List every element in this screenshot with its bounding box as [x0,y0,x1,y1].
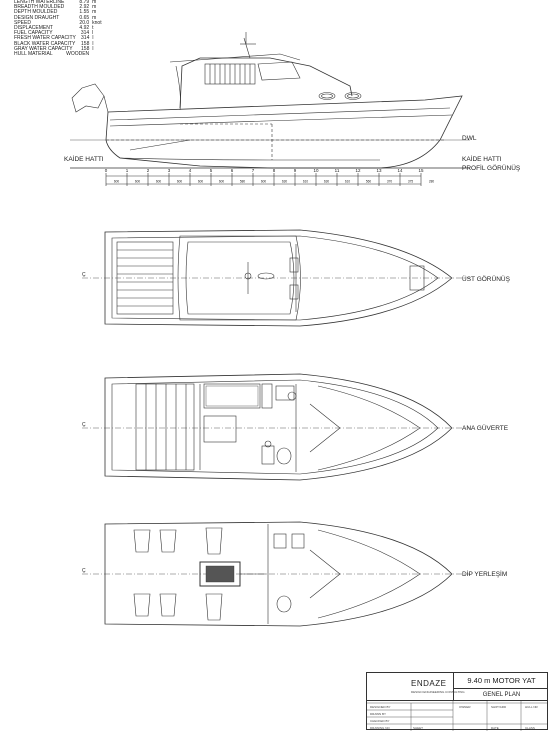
spec-unit: l [92,35,94,42]
spec-label: GRAY WATER CAPACITY [14,45,73,52]
spec-value: 158 [81,45,90,52]
checked-by-field: CHECKED BY [370,719,390,723]
title-block [366,672,548,730]
frame-spacing-label: 370 [386,179,393,184]
frame-number: 4 [188,168,192,173]
frame-number: 1 [125,168,129,173]
spec-label: BREADTH MOULDED [14,4,65,11]
spec-unit: m [92,9,97,16]
spec-value: WOODEN [66,51,90,58]
frame-spacing-label: 600 [134,179,141,184]
frame-number: 15 [418,168,424,173]
frame-number: 0 [104,168,108,173]
frame-spacing-label: 560 [365,179,372,184]
frame-spacing-label: 630 [323,179,330,184]
frame-number: 7 [251,168,255,173]
frame-number: 11 [334,168,340,173]
spec-value: 1.55 [79,9,90,16]
frame-spacing-label: 600 [218,179,225,184]
frame-number: 14 [397,168,403,173]
spec-label: DESIGN DRAUGHT [14,14,60,21]
profile-view-title: PROFİL GÖRÜNÜŞ [462,165,521,172]
centerline-label: Ç [82,422,86,428]
spec-unit: t [92,25,94,32]
frame-number: 2 [146,168,150,173]
frame-scale [105,168,435,186]
frame-spacing-label: 600 [176,179,183,184]
spec-value: 2.92 [79,4,90,11]
frame-number: 3 [167,168,171,173]
spec-value: 158 [81,40,90,47]
frame-spacing-label: 630 [281,179,288,184]
spec-unit: m [92,14,97,21]
spec-value: 314 [81,35,90,42]
drawn-by-field: DRAWN BY [370,712,387,716]
main-deck-view [82,374,470,480]
frame-spacing-label: 375 [407,179,414,184]
shipyard-field: SHIPYARD [491,705,507,709]
spec-label: SPEED [14,19,31,26]
drawing-title: 9.40 m MOTOR YAT [453,673,548,689]
frame-number: 6 [230,168,234,173]
frame-spacing-label: 280 [428,179,435,184]
main-deck-title: ANA GÜVERTE [462,425,509,432]
spec-label: DISPLACEMENT [14,25,53,32]
frame-number: 9 [293,168,297,173]
frame-spacing-label: 610 [302,179,309,184]
kaide-left-label: KAİDE HATTI [64,156,104,163]
spec-unit: m [92,4,97,11]
kaide-right-label: KAİDE HATTI [462,156,502,163]
owner-field: OWNER [459,705,471,709]
spec-label: FRESH WATER CAPACITY [14,35,76,42]
spec-label: FUEL CAPACITY [14,30,53,37]
title-block-grid [367,673,548,731]
frame-spacing-label: 600 [260,179,267,184]
dwl-label: DWL [462,135,477,142]
profile-view [70,32,470,168]
drawing-no-field: DRAWING NO [370,726,390,730]
spec-value: 20.0 [79,19,90,26]
frame-number: 5 [209,168,213,173]
drawing-subtitle: GENEL PLAN [453,689,548,701]
frame-number: 8 [272,168,276,173]
frame-number: 13 [376,168,382,173]
brand-name: ENDAZE [411,679,447,688]
spec-value: 8.79 [79,0,90,5]
spec-unit: l [92,30,94,37]
spec-label: HULL MATERIAL [14,51,53,58]
bottom-arrangement-view [82,522,470,626]
spec-label: LENGTH WATERLINE [14,0,65,5]
frame-number: 12 [355,168,361,173]
designed-by-field: DESIGNED BY [370,705,391,709]
brand-subtitle: DESIGN ENGINEERING CONSULTING [411,690,465,694]
spec-label: DEPTH MOULDED [14,9,58,16]
top-view [82,230,470,326]
frame-spacing-label: 600 [113,179,120,184]
frame-number: 10 [313,168,319,173]
date-field: DATE [491,726,499,730]
centerline-label: Ç [82,568,86,574]
spec-unit: l [92,45,94,52]
spec-value: 0.65 [79,14,90,21]
frame-spacing-label: 580 [239,179,246,184]
bottom-arrangement-title: DİP YERLEŞİM [462,571,508,578]
spec-value: 4.92 [79,25,90,32]
spec-value: 314 [80,30,90,37]
frame-spacing-label: 610 [344,179,351,184]
spec-label: BLACK WATER CAPACITY [14,40,76,47]
centerline-label: Ç [82,272,86,278]
frame-spacing-label: 600 [155,179,162,184]
spec-unit: l [92,40,94,47]
class-field: CLASS [525,726,535,730]
spec-unit: knot [92,19,102,26]
hull-no-field: HULL NR [525,705,538,709]
spec-unit: m [92,0,97,5]
sheet-field: SHEET [413,726,424,730]
frame-spacing-label: 600 [197,179,204,184]
top-view-title: ÜST GÖRÜNÜŞ [462,276,510,283]
